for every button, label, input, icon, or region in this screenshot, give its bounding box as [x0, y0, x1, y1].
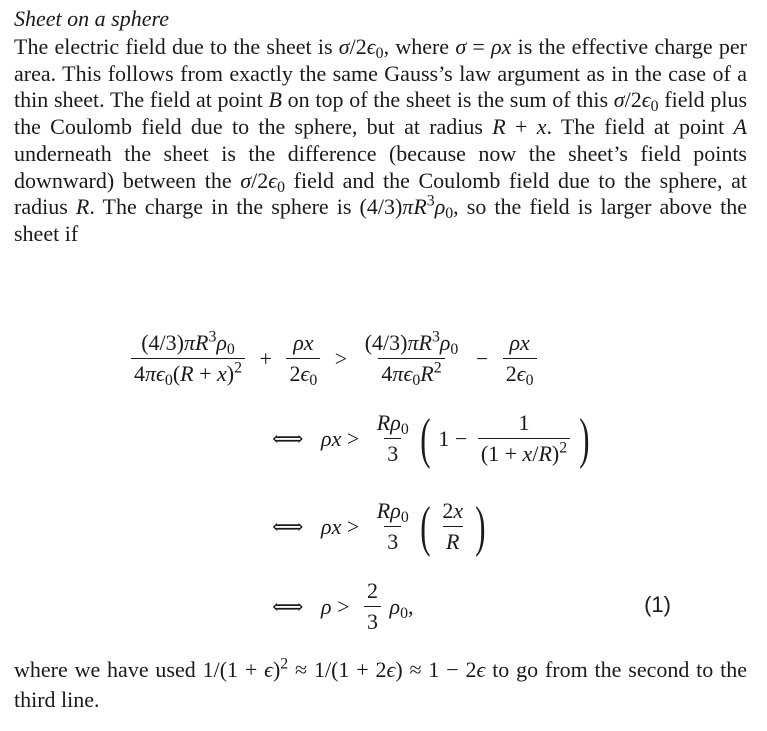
trailing-paragraph: where we have used $1/(1 + \epsilon)^2 \approx 1/(1 + 2\epsilon) \approx 1 - 2\epsilon$ to go from the second to the third line. [14, 655, 748, 712]
equation-line-4: ⟺ ρ > $\frac{2}{3}$ $\rho_0$, [272, 578, 414, 634]
equation-number: (1) [644, 592, 671, 617]
body-paragraph: The electric field due to the sheet is $\sigma/2\epsilon_0$, where σ = ρx is the effective charge per area. This follows from exactly the same Gauss’s law argument as in the case of a thin sheet. The field at point B on top of the sheet is the sum of this $\sigma/2\epsilon_0$ field plus the Coulomb field due to the sphere, but at radius R + x. The field at point A underneath the sheet is the difference (because now the sheet’s field points downward) between the $\sigma/2\epsilon_0$ field and the Coulomb field due to the sphere, at radius R. The charge in the sphere is $(4/3)\pi R^3\rho_0$, so the field is larger above the sheet if [14, 34, 748, 246]
equation-line-1: $\frac{(4/3)\pi R^3\rho_0}{4\pi\epsilon_0(R + x)^2}$ + $\frac{\rho x}{2\epsilon_0}$ > $\frac{(4/3)\pi R^3\rho_0}{4\pi\epsilon_0R^2}$ − $\frac{\rho x}{2\epsilon_0}$ [128, 330, 540, 387]
section-heading: Sheet on a sphere [14, 6, 169, 31]
equation-line-2: ⟺ ρx > $\frac{R\rho_0}{3}$ ( 1 − $\frac{1}{(1 + x/R)^2}$ ) [272, 407, 590, 470]
equation-block [0, 330, 767, 640]
equation-line-3: ⟺ ρx > $\frac{R\rho_0}{3}$ ( $\frac{2x}{R}$ ) [272, 495, 486, 558]
